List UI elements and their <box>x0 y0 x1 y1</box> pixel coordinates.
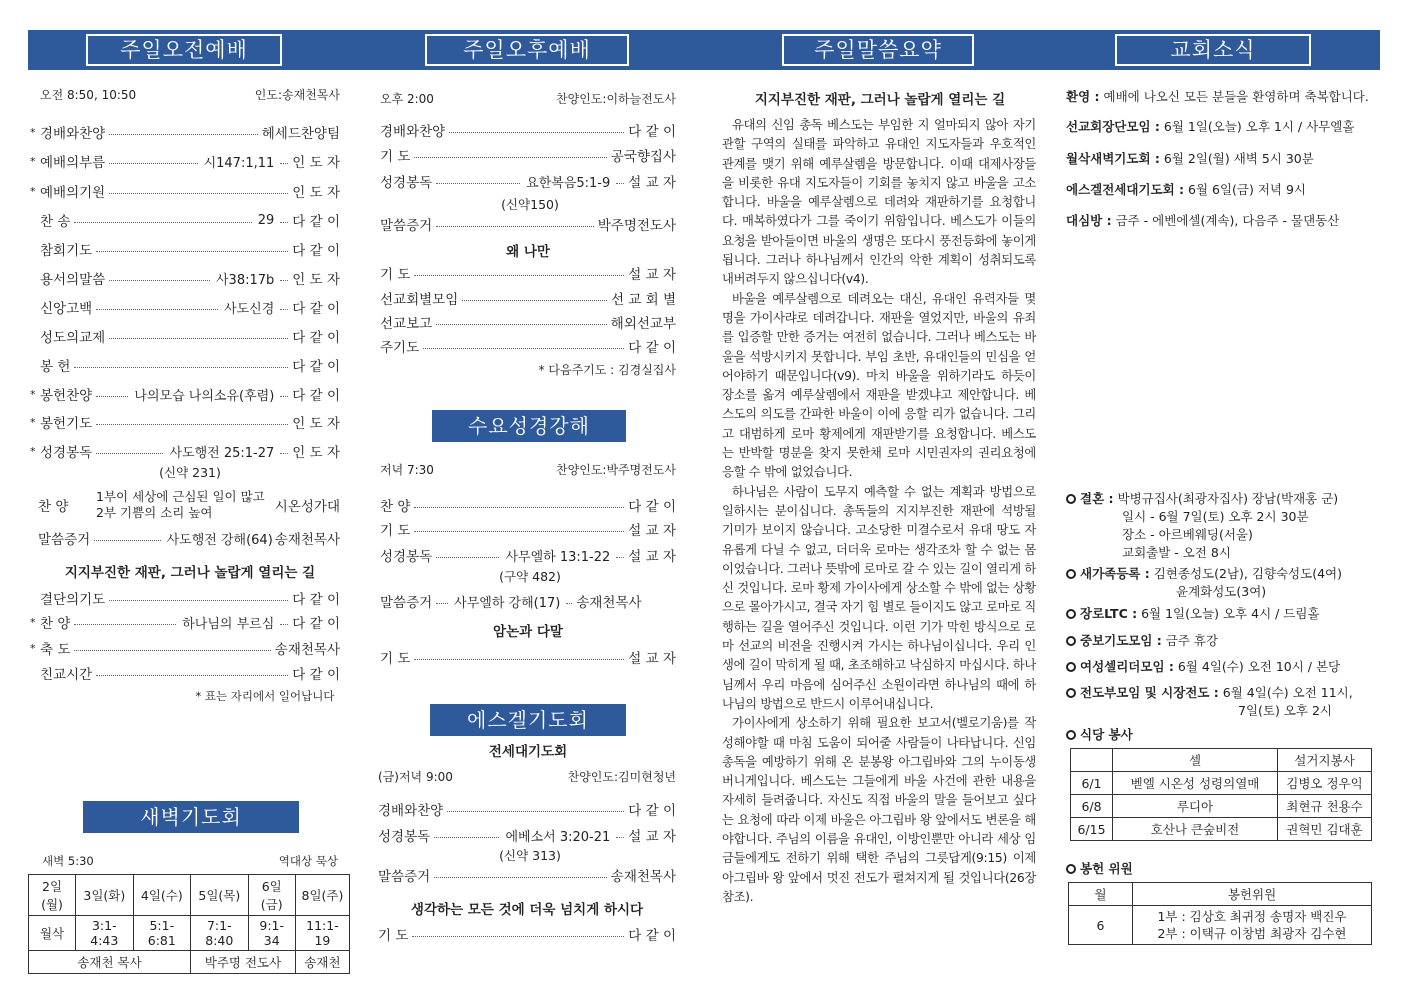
cross-icon <box>1066 662 1076 672</box>
afternoon-sermon-row: 말씀증거 박주명전도사 <box>380 218 676 234</box>
stand-mark: * <box>30 641 36 655</box>
dawn-day: 5일(목) <box>191 875 249 916</box>
news-dawn-prayer: 월삭새벽기도회 : 6월 2일(월) 새벽 5시 30분 <box>1066 151 1314 166</box>
dawn-schedule-table <box>28 874 350 974</box>
morning-order-row <box>30 588 340 608</box>
morning-order-row <box>30 384 340 404</box>
wednesday-sermon-title: 암논과 다말 <box>493 624 563 640</box>
order-leader: 송재천목사 <box>274 642 340 658</box>
order-label: 선교회별모임 <box>380 292 459 308</box>
order-leader: 인 도 자 <box>292 272 340 288</box>
choir-label: 찬 양 <box>38 499 69 515</box>
dawn-verse: 3:1-4:43 <box>76 916 134 951</box>
morning-sermon-title: 지지부진한 재판, 그러나 놀랍게 열리는 길 <box>64 565 316 581</box>
order-leader: 다 같 이 <box>292 359 340 375</box>
ezekiel-sermon-title: 생각하는 모든 것에 더욱 넘치게 하시다 <box>410 902 644 918</box>
order-detail: 사도신경 <box>224 301 275 317</box>
order-leader: 다 같 이 <box>628 124 676 140</box>
order-label: 봉헌기도 <box>40 416 93 432</box>
morning-order-row <box>30 612 340 632</box>
offering-committee-table: 월 봉헌위원 6 1부 : 김상호 최귀정 송명자 백진우 2부 : 이택규 이창범 최광자 김수현 <box>1068 882 1372 945</box>
order-leader: 다 같 이 <box>292 592 340 608</box>
order-label: 친교시간 <box>40 667 93 683</box>
stand-mark: * <box>30 125 36 139</box>
morning-choir-row <box>38 487 340 523</box>
ezekiel-leader: 찬양인도:김미현청년 <box>567 770 676 784</box>
dawn-time: 새벽 5:30 <box>42 854 94 868</box>
order-label: 축 도 <box>40 642 71 658</box>
order-detail: 에베소서 3:20-21 <box>505 829 611 845</box>
wednesday-time: 저녁 7:30 <box>380 463 434 477</box>
news-new-family: 새가족등록 : 김현종성도(2남), 김향숙성도(4여) 윤계화성도(3여) <box>1066 565 1342 601</box>
order-leader: 인 도 자 <box>292 445 340 461</box>
morning-leader: 인도:송재천목사 <box>254 88 340 102</box>
order-leader: 다 같 이 <box>628 803 676 819</box>
dawn-leader-1: 송재천 목사 <box>29 951 191 974</box>
afternoon-scripture-ref: (신약150) <box>501 197 559 212</box>
choir-song-1: 1부이 세상에 근심된 일이 많고 <box>96 489 265 504</box>
order-leader: 다 같 이 <box>292 214 340 230</box>
morning-order-row <box>30 122 340 142</box>
afternoon-order-row <box>380 171 676 191</box>
meal-row <box>1071 772 1372 795</box>
morning-order-row <box>30 663 340 683</box>
meal-cell: 벧엘 시온성 성령의열매 <box>1113 772 1278 795</box>
choir-name: 시온성가대 <box>274 499 340 515</box>
ezekiel-order-row <box>378 825 676 845</box>
order-leader: 인 도 자 <box>292 185 340 201</box>
offering-heading: 봉헌 위원 <box>1066 860 1133 878</box>
order-label: 찬 양 <box>380 499 411 515</box>
news-intercession: 중보기도모임 : 금주 휴강 <box>1066 632 1218 650</box>
afternoon-order-row <box>380 312 676 332</box>
dawn-day: 8일(주) <box>295 875 349 916</box>
cross-icon <box>1066 864 1076 874</box>
wednesday-scripture-ref: (구약 482) <box>499 569 561 584</box>
order-leader: 설 교 자 <box>628 549 676 565</box>
offering-line: 1부 : 김상호 최귀정 송명자 백진우 <box>1157 909 1347 924</box>
morning-order-row <box>30 181 340 201</box>
order-label: 성경봉독 <box>378 829 431 845</box>
meal-cell: 호산나 큰숲비전 <box>1113 818 1278 841</box>
order-label: 성경봉독 <box>40 445 93 461</box>
news-wedding: 결혼 : 박병규집사(최광자집사) 장남(박재홍 군) 일시 - 6월 7일(토) 오후 2시 30분 장소 - 아르베웨딩(서울) 교회출발 - 오전 8시 <box>1066 490 1338 562</box>
order-leader: 설 교 자 <box>628 523 676 539</box>
order-label: 용서의말씀 <box>40 272 106 288</box>
order-label: 선교보고 <box>380 316 433 332</box>
cross-icon <box>1066 636 1076 646</box>
order-label: 기 도 <box>380 523 411 539</box>
order-label: 예배의부름 <box>40 155 106 171</box>
choir-song-2: 2부 기쁨의 소리 높여 <box>96 505 213 520</box>
ezekiel-scripture-ref: (신약 313) <box>499 848 561 863</box>
meal-service-table: 셀 설거지봉사 6/1 벧엘 시온성 성령의열매 김병오 정우익 6/8 루디아 최현규 천용수 6/15 호산나 큰숲비전 권혁민 김대훈 <box>1070 748 1372 841</box>
title-sermon-summary: 주일말씀요약 <box>782 34 974 66</box>
offering-month: 6 <box>1069 906 1133 945</box>
stand-mark: * <box>30 184 36 198</box>
order-detail: 요한복음5:1-9 <box>526 175 611 191</box>
morning-service <box>30 86 340 103</box>
meal-cell: 6/1 <box>1071 772 1113 795</box>
meal-row <box>1071 795 1372 818</box>
morning-order-row <box>30 355 340 375</box>
order-detail: 하나님의 부르심 <box>182 616 275 632</box>
order-label: 경배와찬양 <box>380 124 446 140</box>
order-label: 성도의교제 <box>40 330 106 346</box>
order-label: 주기도 <box>380 340 420 356</box>
summary-paragraph: 하나님은 사람이 도무지 예측할 수 없는 계획과 방법으로 일하시는 분이십니다. 총독들의 지지부진한 재판에 석방될 기미가 보이지 않습니다. 고소당한 미결수로서 유대 땅도 자유롭게 다닐 수 없고, 더더욱 로마는 생각조차 할 수 없는 몸이었습니다. 그러나 뜻밖에 로마로 갈 수 있는 길이 열리게 하신 것입니다. 로마 황제 가이사에게 상소할 수 밖에 없는 상황으로 몰아가시고, 결국 자기 힘 별로 들이지도 않고 로마로 직행하는 길을 열어주신 것입니다. 이런 기가 막힌 방식으로 로마 선교의 비전을 진행시켜 가시는 하나님이십니다. 우리 인생에 길이 막히게 될 때, 초조해하고 낙심하지 마십시다. 하나님께서 우리 마음에 심어주신 소원이라면 하나님의 때에 하나님의 방법으로 반드시 이루어내십니다. <box>722 484 1036 711</box>
meal-cell: 권혁민 김대훈 <box>1278 818 1372 841</box>
morning-order-row <box>30 268 340 288</box>
ezekiel-subtitle: 전세대기도회 <box>488 744 568 760</box>
cross-icon <box>1066 609 1076 619</box>
order-label: 봉 헌 <box>40 359 71 375</box>
afternoon-order-row <box>380 120 676 140</box>
order-leader: 인 도 자 <box>292 155 340 171</box>
news-welcome: 환영 : 예배에 나오신 모든 분들을 환영하며 축복합니다. <box>1066 89 1369 104</box>
afternoon-order-row <box>380 336 676 356</box>
order-detail: 사도행전 25:1-27 <box>169 445 275 461</box>
order-detail: 사38:17b <box>216 272 275 288</box>
morning-note: * 표는 자리에서 일어납니다 <box>195 689 335 703</box>
order-label: 기 도 <box>380 267 411 283</box>
summary-paragraph: 바울을 예루살렘으로 데려오는 대신, 유대인 유력자들 몇 명을 가이사랴로 데려갑니다. 재판을 열었지만, 바울의 유죄를 입증할 만한 증거는 여전히 없습니다. 그러나 베스도는 바울을 석방시키지 못합니다. 부임 초반, 유대인들의 민심을 얻어야하기 때문입니다(v9). 마치 바울을 위하기라도 하듯이 장소를 옮겨 예루살렘에서 재판을 받겠냐고 제안합니다. 베스도의 의도를 간파한 바울이 이에 응할 리가 없습니다. 그리고 대범하게 로마 황제에게 재판받기를 요청합니다. 베스도는 반박할 명분을 찾지 못한채 로마 시민권자의 권리요청에 응할 수 밖에 없었습니다. <box>722 291 1036 480</box>
news-ezekiel-prayer: 에스겔전세대기도회 : 6월 6일(금) 저녁 9시 <box>1066 182 1306 197</box>
afternoon-sermon-title: 왜 나만 <box>506 244 550 260</box>
dawn-verse: 9:1-34 <box>248 916 295 951</box>
morning-time: 오전 8:50, 10:50 <box>40 88 137 102</box>
order-leader: 헤세드찬양팀 <box>261 126 340 142</box>
summary-body <box>722 116 1036 907</box>
order-leader: 다 같 이 <box>292 243 340 259</box>
order-label: 봉헌찬양 <box>40 388 93 404</box>
meal-cell: 루디아 <box>1113 795 1278 818</box>
order-leader: 선 교 회 별 <box>610 292 676 308</box>
order-label: 기 도 <box>380 149 411 165</box>
cross-icon <box>1066 569 1076 579</box>
dawn-book: 역대상 묵상 <box>278 854 338 868</box>
ezekiel-order-row <box>378 799 676 819</box>
meal-service-heading: 식당 봉사 <box>1066 726 1133 744</box>
meal-row <box>1071 818 1372 841</box>
order-label: 찬 송 <box>40 214 71 230</box>
news-visitation: 대심방 : 금주 - 에벤에셀(계속), 다음주 - 물댄동산 <box>1066 213 1340 228</box>
morning-scripture-ref: (신약 231) <box>159 465 221 480</box>
cross-icon <box>1066 688 1076 698</box>
order-label: 성경봉독 <box>380 549 433 565</box>
order-leader: 해외선교부 <box>610 316 676 332</box>
dawn-day: 2일(월) <box>29 875 76 916</box>
news-women-leaders: 여성셀리더모임 : 6월 4일(수) 오전 10시 / 본당 <box>1066 658 1340 676</box>
afternoon-order-row <box>380 288 676 308</box>
afternoon-time: 오후 2:00 <box>380 92 434 106</box>
news-mission-leaders: 선교회장단모임 : 6월 1일(오늘) 오후 1시 / 사무엘홀 <box>1066 119 1355 134</box>
meal-cell: 6/8 <box>1071 795 1113 818</box>
news-evangelism: 전도부모임 및 시장전도 : 6월 4일(수) 오전 11시, 7일(토) 오후 2시 <box>1066 684 1353 720</box>
order-leader: 설 교 자 <box>628 267 676 283</box>
order-leader: 다 같 이 <box>292 616 340 632</box>
morning-order-row <box>30 210 340 230</box>
order-detail: 시147:1,11 <box>203 155 275 171</box>
wednesday-leader: 찬양인도:박주명전도사 <box>556 463 676 477</box>
cross-icon <box>1066 730 1076 740</box>
order-label: 신앙고백 <box>40 301 93 317</box>
title-church-news: 교회소식 <box>1115 34 1311 66</box>
morning-order-row <box>30 412 340 432</box>
morning-order-row <box>30 326 340 346</box>
order-leader: 다 같 이 <box>292 301 340 317</box>
cross-icon <box>1066 494 1076 504</box>
order-leader: 설 교 자 <box>628 175 676 191</box>
stand-mark: * <box>30 154 36 168</box>
order-leader: 다 같 이 <box>292 667 340 683</box>
wednesday-order-row <box>380 495 676 515</box>
meal-cell: 김병오 정우익 <box>1278 772 1372 795</box>
wednesday-order-row <box>380 545 676 565</box>
stand-mark: * <box>30 615 36 629</box>
title-afternoon-service: 주일오후예배 <box>425 34 629 66</box>
ezekiel-time: (금)저녁 9:00 <box>378 770 453 784</box>
afternoon-order-row <box>380 263 676 283</box>
afternoon-order-row <box>380 145 676 165</box>
order-label: 성경봉독 <box>380 175 433 191</box>
order-label: 경배와찬양 <box>40 126 106 142</box>
dawn-verse: 11:1-19 <box>295 916 349 951</box>
morning-order-row <box>30 638 340 658</box>
order-detail: 나의모습 나의소유(후렴) <box>134 388 275 404</box>
title-dawn-prayer: 새벽기도회 <box>83 801 299 833</box>
summary-title: 지지부진한 재판, 그러나 놀랍게 열리는 길 <box>754 92 1006 108</box>
stand-mark: * <box>30 415 36 429</box>
meal-cell: 최현규 천용수 <box>1278 795 1372 818</box>
stand-mark: * <box>30 444 36 458</box>
dawn-day: 3일(화) <box>76 875 134 916</box>
order-leader: 인 도 자 <box>292 416 340 432</box>
morning-order-row <box>30 441 340 461</box>
stand-mark: * <box>30 387 36 401</box>
wednesday-order-row <box>380 519 676 539</box>
order-label: 예배의기원 <box>40 185 106 201</box>
dawn-day: 4일(수) <box>133 875 191 916</box>
order-leader: 다 같 이 <box>628 499 676 515</box>
morning-sermon-row: 말씀증거 사도행전 강해(64) 송재천목사 <box>38 532 340 548</box>
order-label: 결단의기도 <box>40 592 106 608</box>
order-label: 찬 양 <box>40 616 71 632</box>
summary-paragraph: 가이사에게 상소하기 위해 필요한 보고서(벨로기움)를 작성해야할 때 마침 도움이 되어줄 사람들이 나타납니다. 신임 총독을 예방하기 위해 온 분봉왕 아그립바와 그의 누이동생 버니게입니다. 베스도는 그들에게 바울 사건에 관한 내용을 자세히 들려줍니다. 자신도 직접 바울의 말을 들어보고 싶다는 요청에 따라 이제 바울은 아그립바 왕 앞에서도 변론을 해야합니다. 주님의 이름을 유대인, 이방인뿐만 아니라 세상 임금들에게도 전하기 위해 택한 주님의 그릇답게(9:15) 이제 아그립바 왕 앞에서 멋진 전도가 펼쳐지게 될 것입니다(26장 참조). <box>722 716 1036 904</box>
title-morning-service: 주일오전예배 <box>86 34 282 66</box>
order-leader: 다 같 이 <box>292 330 340 346</box>
order-leader: 공국향집사 <box>610 149 676 165</box>
order-leader: 다 같 이 <box>292 388 340 404</box>
news-elder-ltc: 장로LTC : 6월 1일(오늘) 오후 4시 / 드림홀 <box>1066 605 1320 623</box>
dawn-verse: 5:1-6:81 <box>133 916 191 951</box>
morning-order-row <box>30 239 340 259</box>
order-label: 참회기도 <box>40 243 93 259</box>
title-wednesday-study: 수요성경강해 <box>432 410 626 442</box>
afternoon-note: * 다음주기도 : 김경실집사 <box>538 363 676 377</box>
dawn-leader-2: 박주명 전도사 <box>191 951 296 974</box>
offering-line: 2부 : 이택규 이창범 최광자 김수현 <box>1157 926 1347 941</box>
dawn-day: 6일(금) <box>248 875 295 916</box>
ezekiel-prayer-row: 기 도 다 같 이 <box>378 928 676 944</box>
ezekiel-sermon-row: 말씀증거 송재천목사 <box>378 869 676 885</box>
wednesday-sermon-row: 말씀증거 사무엘하 강해(17) 송재천목사 <box>380 595 642 611</box>
dawn-verse: 7:1-8:40 <box>191 916 249 951</box>
meal-cell: 6/15 <box>1071 818 1113 841</box>
wednesday-prayer-row: 기 도 설 교 자 <box>380 651 676 667</box>
order-detail: 29 <box>257 212 275 228</box>
summary-paragraph: 유대의 신임 총독 베스도는 부임한 지 얼마되지 않아 자기 관할 구역의 실태를 파악하고 유대인 지도자들과 우호적인 관계를 맺기 위해 예루살렘을 방문합니다. 이때 대제사장들을 비롯한 유대 지도자들이 기회를 놓치지 않고 바울을 고소합니다. 바울을 예루살렘으로 데려와 재판하기를 요청합니다. 매복하였다가 그를 죽이기 위함입니다. 베스도가 이들의 요청을 받아들이면 바울의 생명은 또다시 풍전등화에 놓이게 됩니다. 그러나 하나님께서 인간의 악한 계획이 성취되도록 내버려두지 않으십니다(v4). <box>722 118 1036 287</box>
dawn-leader-3: 송재천 <box>295 951 349 974</box>
afternoon-leader: 찬양인도:이하늘전도사 <box>556 92 676 106</box>
order-leader: 설 교 자 <box>628 829 676 845</box>
dawn-verse: 월삭 <box>29 916 76 951</box>
morning-order-row <box>30 297 340 317</box>
morning-order-row <box>30 151 340 171</box>
order-leader: 다 같 이 <box>628 340 676 356</box>
title-ezekiel-prayer: 에스겔기도회 <box>430 704 626 736</box>
order-detail: 사무엘하 13:1-22 <box>505 549 611 565</box>
order-label: 경배와찬양 <box>378 803 444 819</box>
